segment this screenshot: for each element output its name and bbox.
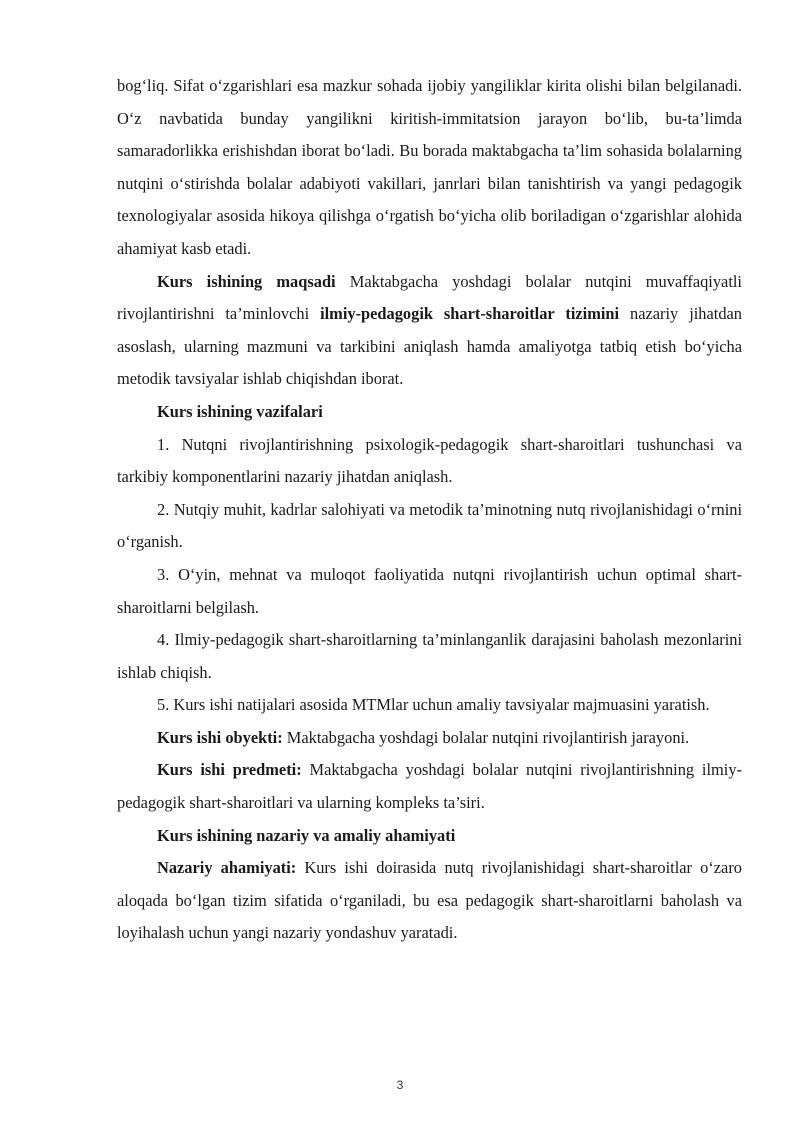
task-item-5: 5. Kurs ishi natijalari asosida MTMlar uchun amaliy tavsiyalar majmuasini yaratish. <box>157 695 710 715</box>
task-item-3: 3. O‘yin, mehnat va muloqot faoliyatida nutqni rivojlantirish uchun optimal shart-sharoitlarni belgilash. <box>117 564 742 617</box>
theoretical-paragraph <box>117 852 742 950</box>
subject-label: Kurs ishi predmeti: <box>157 760 302 780</box>
goal-label: Kurs ishining maqsadi <box>157 271 336 291</box>
theoretical-text: Kurs ishi doirasida nutq rivojlanishidagi shart-sharoitlar o‘zaro aloqada bo‘lgan tizim sifatida o‘rganiladi, bu esa pedagogik shart-sharoitlarni baholash va loyihalash uchun yangi nazariy yondashuv yaratadi. <box>117 858 742 943</box>
theoretical-label: Nazariy ahamiyati: <box>157 858 297 878</box>
goal-text-1: Maktabgacha yoshdagi bolalar nutqini muvaffaqiyatli rivojlantirishni ta’minlovchi <box>117 271 742 324</box>
goal-text-2: nazariy jihatdan asoslash, ularning mazmuni va tarkibini aniqlash hamda amaliyotga tatbiq etish bo‘yicha metodik tavsiyalar ishlab chiqishdan iborat. <box>117 304 742 389</box>
task-item-4: 4. Ilmiy-pedagogik shart-sharoitlarning ta’minlanganlik darajasini baholash mezonlarini ishlab chiqish. <box>117 630 742 682</box>
subject-paragraph <box>117 754 742 819</box>
goal-paragraph <box>117 266 742 396</box>
object-paragraph <box>117 722 742 755</box>
intro-paragraph: bog‘liq. Sifat o‘zgarishlari esa mazkur sohada ijobiy yangiliklar kirita olishi bilan belgilanadi. O‘z navbatida bunday yangilikni kiritish-immitatsion jarayon bo‘lib, bu-ta’limda samaradorlikka erishishdan iborat bo‘ladi. Bu borada maktabgacha ta’lim sohasida bolalarning nutqini o‘stirishda bolalar adabiyoti vakillari, janrlari bilan tanishtirish va yangi pedagogik texnologiyalar asosida hikoya qilishga o‘rgatish bo‘yicha olib boriladigan o‘zgarishlar alohida ahamiyat kasb etadi. <box>117 76 742 258</box>
significance-heading: Kurs ishining nazariy va amaliy ahamiyati <box>157 825 456 845</box>
goal-bold-term: ilmiy-pedagogik shart-sharoitlar tizimini <box>320 304 620 324</box>
object-label: Kurs ishi obyekti: <box>157 727 283 747</box>
task-item-1: 1. Nutqni rivojlantirishning psixologik-pedagogik shart-sharoitlari tushunchasi va tarkibiy komponentlarini nazariy jihatdan aniqlash. <box>117 434 742 487</box>
task-item-2: 2. Nutqiy muhit, kadrlar salohiyati va metodik ta’minotning nutq rivojlanishidagi o‘rnini o‘rganish. <box>117 499 742 552</box>
tasks-heading: Kurs ishining vazifalari <box>157 401 323 421</box>
object-text: Maktabgacha yoshdagi bolalar nutqini rivojlantirish jarayoni. <box>282 727 690 747</box>
page-number: 3 <box>396 1078 404 1092</box>
subject-text: Maktabgacha yoshdagi bolalar nutqini rivojlantirishning ilmiy-pedagogik shart-sharoitlari va ularning kompleks ta’siri. <box>117 760 742 813</box>
